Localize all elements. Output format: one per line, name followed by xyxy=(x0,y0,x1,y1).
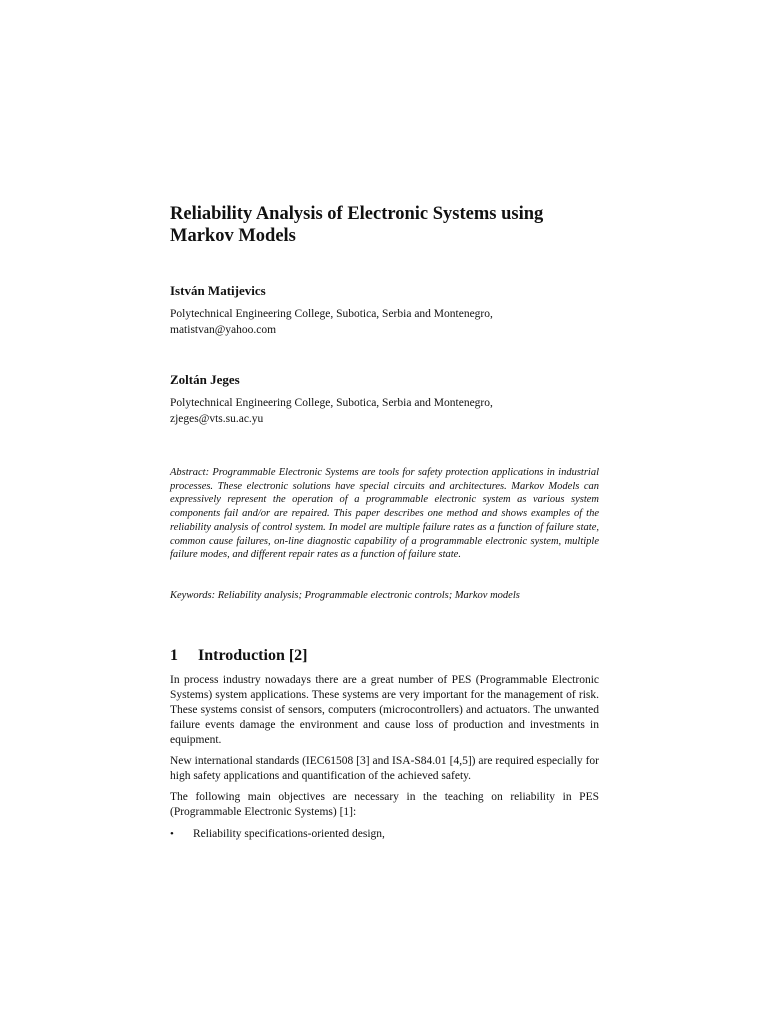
keywords: Keywords: Reliability analysis; Programmable electronic controls; Markov models xyxy=(170,590,520,601)
author-name-1: István Matijevics xyxy=(170,283,266,298)
author-email-1: matistvan@yahoo.com xyxy=(170,324,277,336)
abstract: Abstract: Programmable Electronic Systems are tools for safety protection applications in industrial processes. These electronic solutions have special circuits and architectures. Markov Models can expressively represent the operation of a programmable electronic system as various system components fail and/or are repaired. This paper describes one method and shows examples of the reliability analysis of control system. In model are multiple failure rates as a function of failure state, common cause failures, on-line diagnostic capability of a programmable electronic system, multiple failure modes, and different repair rates as a function of failure state. xyxy=(170,467,599,561)
list-item-text: Reliability specifications-oriented design, xyxy=(193,828,385,840)
author-affiliation-1 xyxy=(170,306,610,338)
author-affiliation-text-2: Polytechnical Engineering College, Subotica, Serbia and Montenegro, xyxy=(170,397,493,409)
author-affiliation-text-1: Polytechnical Engineering College, Subotica, Serbia and Montenegro, xyxy=(170,308,493,320)
body-paragraph-2: New international standards (IEC61508 [3] and ISA-S84.01 [4,5]) are required especially for high safety applications and quantification of the achieved safety. xyxy=(170,755,599,782)
author-affiliation-2 xyxy=(170,395,610,427)
section-heading xyxy=(170,647,308,665)
author-name-2: Zoltán Jeges xyxy=(170,372,240,387)
author-email-2: zjeges@vts.su.ac.yu xyxy=(170,413,264,425)
section-title: Introduction [2] xyxy=(198,647,308,664)
section-number: 1 xyxy=(170,647,178,664)
bullet-list xyxy=(170,828,599,840)
list-item xyxy=(170,828,599,840)
body-paragraph-3: The following main objectives are necessary in the teaching on reliability in PES (Programmable Electronic Systems) [1]: xyxy=(170,791,599,818)
body-paragraph-1: In process industry nowadays there are a great number of PES (Programmable Electronic Systems) system applications. These systems are very important for the management of risk. These systems consist of sensors, computers (microcontrollers) and actuators. The unwanted failure events damage the environment and cause loss of production and investments in equipment. xyxy=(170,674,599,746)
paper-title: Reliability Analysis of Electronic Systems using Markov Models xyxy=(170,204,544,246)
bullet-icon: • xyxy=(170,828,174,840)
